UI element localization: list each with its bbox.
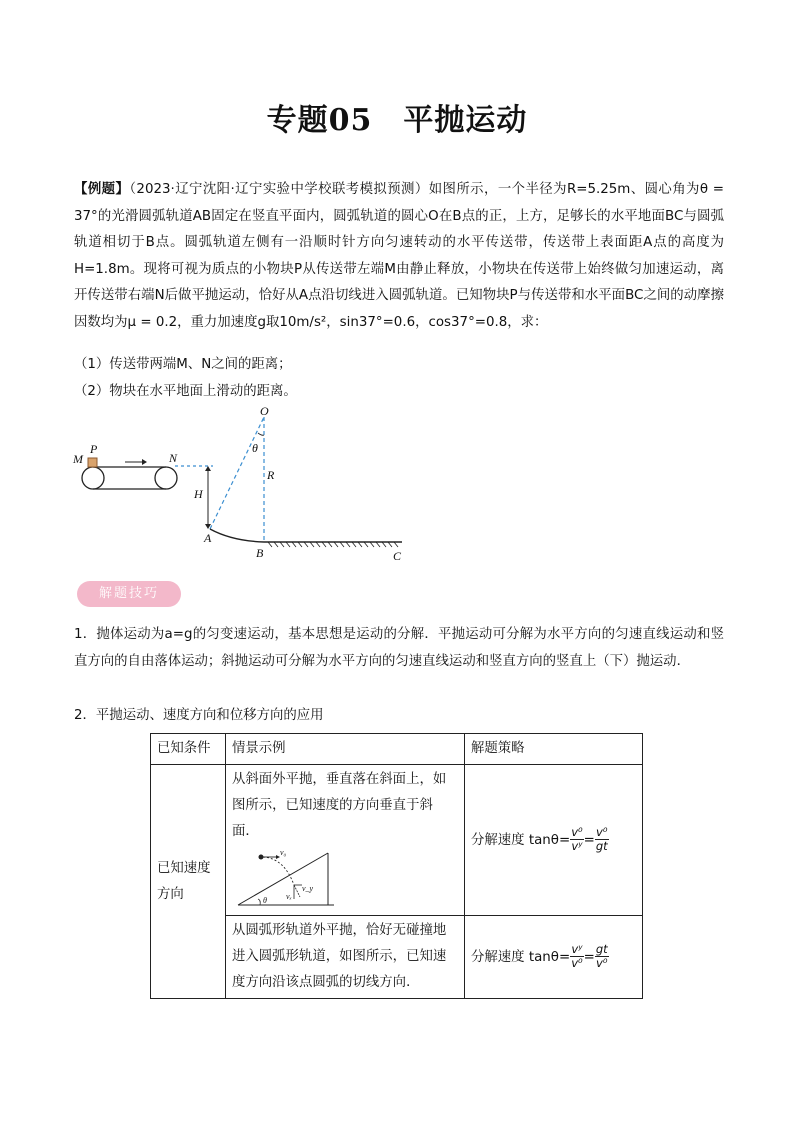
strategy-cell-1	[465, 765, 643, 916]
formula-2-prefix: 分解速度 tanθ=	[471, 949, 571, 965]
strategy-table	[150, 733, 643, 999]
question-1: （1）传送带两端M、N之间的距离；	[74, 357, 292, 372]
fraction-denominator: vʸ	[571, 839, 583, 854]
fraction-denominator: v⁰	[571, 956, 583, 971]
formula-1-prefix: 分解速度 tanθ=	[471, 832, 571, 848]
incline-label-vx: vₓ	[286, 892, 292, 901]
formula-2: 分解速度 tanθ= $\frac{\text{vʸ}}{\text{v⁰}}$ = $\frac{gt}{\text{v⁰}}$	[471, 942, 608, 971]
tips-paragraph-2: 2．平抛运动、速度方向和位移方向的应用	[74, 708, 324, 723]
page-title: 专题05 平抛运动	[266, 103, 528, 138]
label-b: B	[256, 546, 264, 560]
example-problem	[74, 177, 724, 336]
conveyor-belt	[82, 467, 177, 489]
example-tag: 【例题】	[74, 182, 130, 197]
example-body: （2023·辽宁沈阳·辽宁实验中学校联考模拟预测）如图所示，一个半径为R=5.25m、圆心角为θ = 37°的光滑圆弧轨道AB固定在竖直平面内，圆弧轨道的圆心O在B点的正，上方，足够长的水平地面BC与圆弧轨道相切于B点。圆弧轨道左侧有一沿顺时针方向匀速转动的水平传送带，传送带上表面距A点的高度为H=1.8m。现将可视为质点的小物块P从传送带左端M由静止释放，小物块在传送带上始终做匀加速运动，离开传送带右端N后做平抛运动，恰好从A点沿切线进入圆弧轨道。已知物块P与传送带和水平面BC之间的动摩擦因数均为μ = 0.2，重力加速度g取10m/s²，sin37°=0.6，cos37°=0.8，求：	[74, 182, 724, 330]
formula-1: 分解速度 tanθ= $\frac{\text{v⁰}}{\text{vʸ}}$ = $\frac{\text{v⁰}}{gt}$	[471, 825, 608, 854]
incline-label-v0: v₀	[280, 848, 287, 857]
scene-text-1: 从斜面外平抛，垂直落在斜面上，如图所示，已知速度的方向垂直于斜面．	[232, 772, 447, 839]
fraction-numerator: gt	[595, 942, 608, 957]
fraction	[595, 943, 609, 970]
fraction	[595, 826, 609, 853]
label-p: P	[90, 442, 98, 456]
scene-cell-2: 从圆弧形轨道外平抛，恰好无碰撞地进入圆弧形轨道，如图所示，已知速度方向沿该点圆弧的切线方向．	[226, 916, 465, 999]
label-h: H	[194, 487, 203, 501]
fraction	[570, 826, 583, 853]
scene-cell-1	[226, 765, 465, 916]
fraction-numerator: v⁰	[571, 825, 583, 840]
label-o: O	[260, 405, 269, 418]
solution-tips-badge: 解题技巧	[77, 581, 181, 607]
arc-track	[210, 529, 264, 542]
strategy-cell-2	[465, 916, 643, 999]
fraction	[570, 943, 583, 970]
label-r: R	[267, 468, 275, 482]
header-strategy: 解题策略	[465, 734, 643, 765]
table-row	[151, 765, 643, 916]
belt-arrow	[125, 459, 147, 465]
fraction-numerator: v⁰	[596, 825, 608, 840]
incline-figure	[236, 847, 336, 911]
label-a: A	[204, 531, 212, 545]
incline-label-theta: θ	[263, 896, 267, 905]
label-theta: θ	[252, 441, 258, 455]
condition-cell: 已知速度方向	[151, 765, 226, 999]
label-c: C	[393, 549, 402, 563]
header-condition: 已知条件	[151, 734, 226, 765]
fraction-numerator: vʸ	[571, 942, 583, 957]
label-m: M	[73, 452, 83, 466]
conveyor-arc-figure	[70, 405, 420, 570]
label-n: N	[169, 451, 178, 465]
fraction-denominator: v⁰	[596, 956, 608, 971]
height-arrow	[205, 466, 211, 529]
question-2: （2）物块在水平地面上滑动的距离。	[74, 384, 297, 399]
table-header-row	[151, 734, 643, 765]
fraction-denominator: gt	[595, 839, 608, 854]
tips-paragraph-1: 1．抛体运动为a=g的匀变速运动，基本思想是运动的分解．平抛运动可分解为水平方向的匀速直线运动和竖直方向的自由落体运动；斜抛运动可分解为水平方向的匀速直线运动和竖直方向的竖直上（下）抛运动．	[74, 627, 724, 669]
header-scene: 情景示例	[226, 734, 465, 765]
incline-label-vy: v_y	[302, 884, 314, 893]
block-p	[88, 458, 97, 467]
